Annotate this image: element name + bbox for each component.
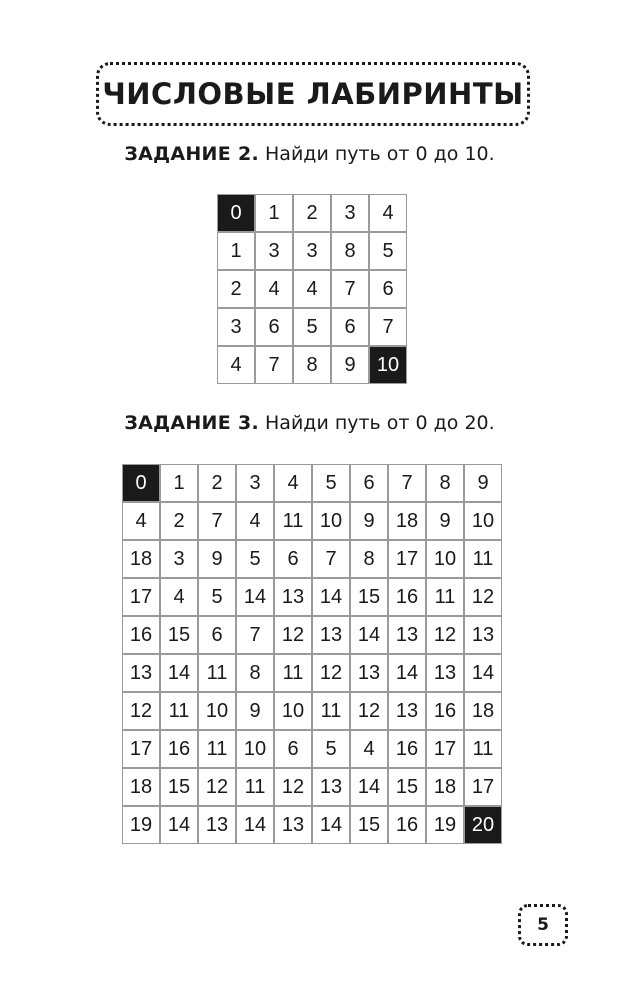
maze-cell[interactable]: 2 xyxy=(218,271,254,307)
maze-cell[interactable]: 13 xyxy=(313,769,349,805)
maze-cell[interactable]: 8 xyxy=(237,655,273,691)
page-title: ЧИСЛОВЫЕ ЛАБИРИНТЫ xyxy=(102,77,524,111)
maze-cell[interactable]: 4 xyxy=(218,347,254,383)
maze-cell[interactable]: 12 xyxy=(275,617,311,653)
maze-cell[interactable]: 11 xyxy=(161,693,197,729)
maze-cell[interactable]: 16 xyxy=(389,807,425,843)
maze-end-cell[interactable]: 10 xyxy=(370,347,406,383)
maze-cell[interactable]: 13 xyxy=(389,617,425,653)
maze-cell[interactable]: 9 xyxy=(237,693,273,729)
maze-cell[interactable]: 6 xyxy=(275,541,311,577)
maze-cell[interactable]: 4 xyxy=(294,271,330,307)
maze-cell[interactable]: 14 xyxy=(313,579,349,615)
maze-cell[interactable]: 12 xyxy=(275,769,311,805)
maze-cell[interactable]: 11 xyxy=(313,693,349,729)
maze-grid-task-3 xyxy=(122,464,502,844)
maze-cell[interactable]: 18 xyxy=(123,769,159,805)
maze-cell[interactable]: 13 xyxy=(389,693,425,729)
maze-cell[interactable]: 9 xyxy=(199,541,235,577)
maze-cell[interactable]: 5 xyxy=(370,233,406,269)
maze-cell[interactable]: 14 xyxy=(351,769,387,805)
maze-cell[interactable]: 11 xyxy=(465,731,501,767)
task-2-text: Найди путь от 0 до 10. xyxy=(258,143,495,165)
maze-cell[interactable]: 4 xyxy=(275,465,311,501)
maze-cell[interactable]: 14 xyxy=(237,579,273,615)
maze-cell[interactable]: 1 xyxy=(218,233,254,269)
maze-cell[interactable]: 19 xyxy=(427,807,463,843)
maze-cell[interactable]: 16 xyxy=(123,617,159,653)
maze-cell[interactable]: 15 xyxy=(351,807,387,843)
maze-cell[interactable]: 7 xyxy=(237,617,273,653)
maze-cell[interactable]: 10 xyxy=(199,693,235,729)
maze-cell[interactable]: 16 xyxy=(427,693,463,729)
maze-cell[interactable]: 14 xyxy=(161,655,197,691)
maze-cell[interactable]: 15 xyxy=(161,769,197,805)
maze-cell[interactable]: 16 xyxy=(389,731,425,767)
maze-cell[interactable]: 15 xyxy=(389,769,425,805)
maze-cell[interactable]: 13 xyxy=(465,617,501,653)
task-2-instruction xyxy=(0,143,619,165)
task-3-label: ЗАДАНИЕ 3. xyxy=(124,412,259,434)
maze-cell[interactable]: 19 xyxy=(123,807,159,843)
page-number: 5 xyxy=(537,915,549,935)
maze-start-cell[interactable]: 0 xyxy=(218,195,254,231)
maze-cell[interactable]: 5 xyxy=(313,465,349,501)
maze-cell[interactable]: 8 xyxy=(351,541,387,577)
maze-cell[interactable]: 6 xyxy=(351,465,387,501)
maze-cell[interactable]: 9 xyxy=(332,347,368,383)
maze-cell[interactable]: 7 xyxy=(332,271,368,307)
maze-cell[interactable]: 5 xyxy=(294,309,330,345)
maze-cell[interactable]: 13 xyxy=(351,655,387,691)
maze-end-cell[interactable]: 20 xyxy=(465,807,501,843)
maze-cell[interactable]: 12 xyxy=(351,693,387,729)
maze-cell[interactable]: 13 xyxy=(199,807,235,843)
maze-start-cell[interactable]: 0 xyxy=(123,465,159,501)
maze-cell[interactable]: 6 xyxy=(199,617,235,653)
maze-cell[interactable]: 3 xyxy=(237,465,273,501)
maze-cell[interactable]: 10 xyxy=(465,503,501,539)
maze-cell[interactable]: 4 xyxy=(123,503,159,539)
maze-cell[interactable]: 17 xyxy=(465,769,501,805)
maze-cell[interactable]: 15 xyxy=(161,617,197,653)
maze-cell[interactable]: 6 xyxy=(370,271,406,307)
maze-cell[interactable]: 8 xyxy=(332,233,368,269)
maze-cell[interactable]: 9 xyxy=(351,503,387,539)
maze-cell[interactable]: 14 xyxy=(351,617,387,653)
maze-cell[interactable]: 7 xyxy=(313,541,349,577)
maze-cell[interactable]: 11 xyxy=(199,731,235,767)
maze-cell[interactable]: 4 xyxy=(237,503,273,539)
maze-cell[interactable]: 12 xyxy=(123,693,159,729)
maze-cell[interactable]: 1 xyxy=(256,195,292,231)
maze-cell[interactable]: 12 xyxy=(427,617,463,653)
maze-cell[interactable]: 7 xyxy=(370,309,406,345)
maze-cell[interactable]: 11 xyxy=(275,503,311,539)
maze-cell[interactable]: 10 xyxy=(427,541,463,577)
task-3-text: Найди путь от 0 до 20. xyxy=(258,412,495,434)
maze-cell[interactable]: 10 xyxy=(313,503,349,539)
maze-cell[interactable]: 5 xyxy=(199,579,235,615)
maze-cell[interactable]: 8 xyxy=(427,465,463,501)
maze-cell[interactable]: 3 xyxy=(294,233,330,269)
maze-cell[interactable]: 13 xyxy=(275,579,311,615)
maze-cell[interactable]: 13 xyxy=(313,617,349,653)
maze-cell[interactable]: 5 xyxy=(237,541,273,577)
maze-cell[interactable]: 14 xyxy=(389,655,425,691)
maze-cell[interactable]: 16 xyxy=(389,579,425,615)
page-number-box xyxy=(518,904,568,946)
maze-cell[interactable]: 9 xyxy=(427,503,463,539)
maze-cell[interactable]: 12 xyxy=(313,655,349,691)
maze-cell[interactable]: 11 xyxy=(199,655,235,691)
maze-cell[interactable]: 12 xyxy=(465,579,501,615)
maze-cell[interactable]: 2 xyxy=(294,195,330,231)
maze-cell[interactable]: 14 xyxy=(465,655,501,691)
maze-cell[interactable]: 17 xyxy=(123,731,159,767)
maze-cell[interactable]: 4 xyxy=(351,731,387,767)
maze-cell[interactable]: 17 xyxy=(389,541,425,577)
maze-cell[interactable]: 6 xyxy=(332,309,368,345)
maze-cell[interactable]: 10 xyxy=(237,731,273,767)
task-2-label: ЗАДАНИЕ 2. xyxy=(124,143,259,165)
maze-cell[interactable]: 15 xyxy=(351,579,387,615)
maze-cell[interactable]: 13 xyxy=(275,807,311,843)
maze-cell[interactable]: 2 xyxy=(161,503,197,539)
maze-cell[interactable]: 9 xyxy=(465,465,501,501)
maze-cell[interactable]: 11 xyxy=(427,579,463,615)
maze-cell[interactable]: 13 xyxy=(123,655,159,691)
maze-cell[interactable]: 16 xyxy=(161,731,197,767)
maze-cell[interactable]: 7 xyxy=(199,503,235,539)
maze-cell[interactable]: 11 xyxy=(465,541,501,577)
maze-cell[interactable]: 5 xyxy=(313,731,349,767)
maze-cell[interactable]: 7 xyxy=(256,347,292,383)
maze-cell[interactable]: 4 xyxy=(370,195,406,231)
maze-cell[interactable]: 18 xyxy=(465,693,501,729)
maze-cell[interactable]: 11 xyxy=(237,769,273,805)
maze-cell[interactable]: 13 xyxy=(427,655,463,691)
maze-cell[interactable]: 3 xyxy=(218,309,254,345)
maze-cell[interactable]: 14 xyxy=(161,807,197,843)
maze-cell[interactable]: 8 xyxy=(294,347,330,383)
maze-cell[interactable]: 4 xyxy=(256,271,292,307)
maze-cell[interactable]: 3 xyxy=(256,233,292,269)
maze-cell[interactable]: 11 xyxy=(275,655,311,691)
maze-cell[interactable]: 12 xyxy=(199,769,235,805)
maze-cell[interactable]: 14 xyxy=(237,807,273,843)
maze-cell[interactable]: 18 xyxy=(123,541,159,577)
task-3-instruction xyxy=(0,412,619,434)
maze-cell[interactable]: 17 xyxy=(123,579,159,615)
maze-grid-task-2 xyxy=(217,194,407,384)
maze-cell[interactable]: 10 xyxy=(275,693,311,729)
maze-cell[interactable]: 4 xyxy=(161,579,197,615)
maze-cell[interactable]: 14 xyxy=(313,807,349,843)
maze-cell[interactable]: 18 xyxy=(389,503,425,539)
maze-cell[interactable]: 6 xyxy=(256,309,292,345)
maze-cell[interactable]: 18 xyxy=(427,769,463,805)
maze-cell[interactable]: 3 xyxy=(161,541,197,577)
maze-cell[interactable]: 1 xyxy=(161,465,197,501)
maze-cell[interactable]: 7 xyxy=(389,465,425,501)
maze-cell[interactable]: 2 xyxy=(199,465,235,501)
title-box xyxy=(96,62,530,126)
maze-cell[interactable]: 6 xyxy=(275,731,311,767)
maze-cell[interactable]: 3 xyxy=(332,195,368,231)
maze-cell[interactable]: 17 xyxy=(427,731,463,767)
